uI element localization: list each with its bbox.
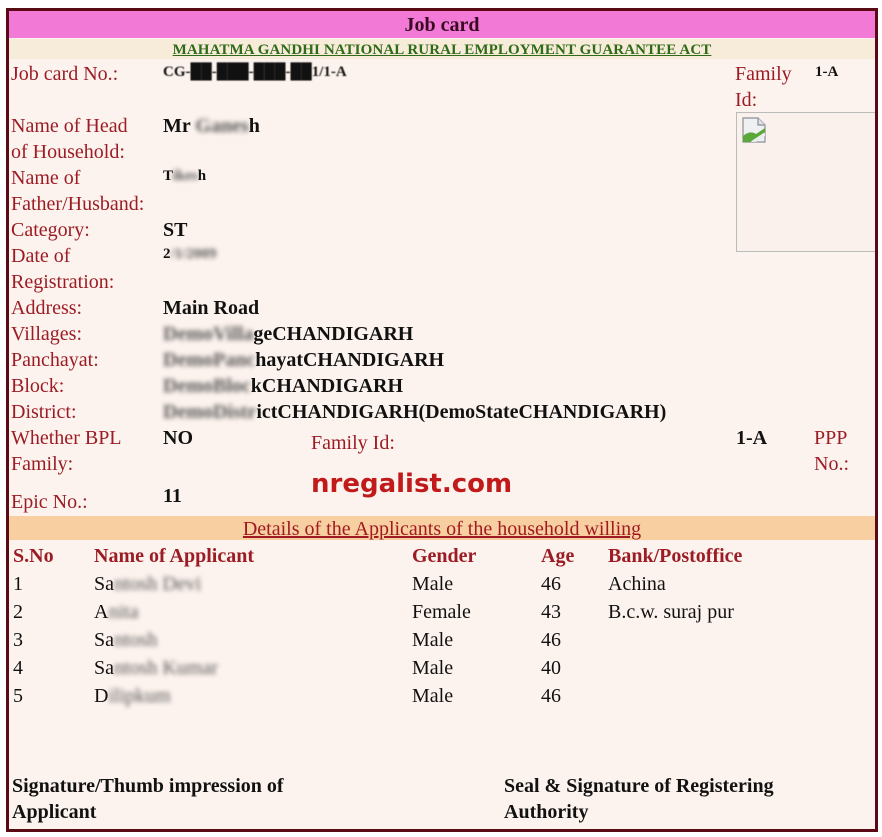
ppp-label-line2: No.: xyxy=(814,453,849,475)
applicant-signature-line2: Applicant xyxy=(12,801,97,823)
row-sno: 3 xyxy=(13,629,23,651)
block-label: Block: xyxy=(11,375,65,397)
date-value-redacted: /1/2009 xyxy=(170,246,217,262)
panchayat-label: Panchayat: xyxy=(11,349,99,371)
name-redacted: ntosh Devi xyxy=(114,573,202,595)
father-label-line1: Name of xyxy=(11,167,81,189)
column-header-sno: S.No xyxy=(13,545,54,567)
villages-value-redacted: DemoVilla xyxy=(163,323,254,345)
job-card-no-text: CG-██-███-███-██1/1-A xyxy=(163,64,347,80)
father-husband-value xyxy=(163,163,206,189)
authority-signature-label xyxy=(504,773,774,825)
row-age: 43 xyxy=(541,601,561,623)
block-value xyxy=(163,373,403,399)
date-of-registration-label xyxy=(11,243,114,295)
address-value: Main Road xyxy=(163,297,260,319)
date-of-registration-value xyxy=(163,241,216,267)
column-header-gender: Gender xyxy=(412,545,477,567)
row-sno: 5 xyxy=(13,685,23,707)
head-label-line1: Name of Head xyxy=(11,115,128,137)
act-subtitle-link[interactable]: MAHATMA GANDHI NATIONAL RURAL EMPLOYMENT GUARANTEE ACT xyxy=(9,39,875,59)
family-id-top-label xyxy=(735,61,792,113)
name-prefix: A xyxy=(94,601,109,623)
name-prefix: Sa xyxy=(94,573,114,595)
row-bank: B.c.w. suraj pur xyxy=(608,601,734,623)
villages-value-suffix: geCHANDIGARH xyxy=(253,323,414,345)
panchayat-value xyxy=(163,347,444,373)
head-of-household-label xyxy=(11,113,128,165)
father-value-suffix: h xyxy=(197,168,207,184)
watermark-text: nregalist.com xyxy=(311,469,513,499)
name-redacted: nita xyxy=(108,601,139,623)
authority-signature-line2: Authority xyxy=(504,801,589,823)
category-value: ST xyxy=(163,219,188,241)
applicant-signature-label xyxy=(12,773,284,825)
row-gender: Male xyxy=(412,685,454,707)
row-bank: Achina xyxy=(608,573,666,595)
job-card xyxy=(6,8,878,832)
row-gender: Female xyxy=(412,601,471,623)
block-value-suffix: kCHANDIGARH xyxy=(250,375,404,397)
family-id-mid-value: 1-A xyxy=(736,427,768,449)
district-label: District: xyxy=(11,401,77,423)
column-header-name: Name of Applicant xyxy=(94,545,254,567)
family-id-top-value: 1-A xyxy=(815,64,839,80)
epic-no-label: Epic No.: xyxy=(11,491,88,513)
row-gender: Male xyxy=(412,657,454,679)
epic-no-value: 11 xyxy=(163,485,182,507)
row-name xyxy=(94,627,157,653)
row-age: 46 xyxy=(541,573,561,595)
row-sno: 2 xyxy=(13,601,23,623)
applicants-section-title[interactable]: Details of the Applicants of the household willing xyxy=(9,516,875,540)
family-id-top-label-line2: Id: xyxy=(735,89,758,111)
page-title: Job card xyxy=(9,11,875,38)
column-header-bank: Bank/Postoffice xyxy=(608,545,743,567)
family-id-top-label-line1: Family xyxy=(735,63,792,85)
broken-image-icon xyxy=(740,116,768,144)
head-value-suffix: h xyxy=(248,115,260,137)
bpl-label-line1: Whether BPL xyxy=(11,427,122,449)
applicant-signature-line1: Signature/Thumb impression of xyxy=(12,775,284,797)
authority-signature-line1: Seal & Signature of Registering xyxy=(504,775,774,797)
date-label-line2: Registration: xyxy=(11,271,115,293)
ppp-label-line1: PPP xyxy=(814,427,848,449)
row-name xyxy=(94,571,201,597)
head-value-prefix: Mr xyxy=(163,115,196,137)
bpl-label-line2: Family: xyxy=(11,453,74,475)
job-card-no-value xyxy=(163,59,347,85)
father-value-redacted: ikes xyxy=(172,168,198,184)
district-value-suffix: ictCHANDIGARH(DemoStateCHANDIGARH) xyxy=(256,401,667,423)
row-sno: 4 xyxy=(13,657,23,679)
applicant-photo xyxy=(736,112,875,252)
date-label-line1: Date of xyxy=(11,245,71,267)
head-value-redacted: Ganes xyxy=(195,115,249,137)
column-header-age: Age xyxy=(541,545,575,567)
row-name xyxy=(94,599,138,625)
category-label: Category: xyxy=(11,219,90,241)
villages-value xyxy=(163,321,413,347)
address-label: Address: xyxy=(11,297,83,319)
district-value-redacted: DemoDistr xyxy=(163,401,257,423)
date-value-prefix: 2 xyxy=(163,246,171,262)
name-redacted: ilipkum xyxy=(108,685,171,707)
head-label-line2: of Household: xyxy=(11,141,125,163)
row-name xyxy=(94,655,218,681)
name-redacted: ntosh xyxy=(114,629,158,651)
name-prefix: Sa xyxy=(94,629,114,651)
row-age: 46 xyxy=(541,685,561,707)
name-redacted: ntosh Kumar xyxy=(114,657,218,679)
name-prefix: Sa xyxy=(94,657,114,679)
father-value-prefix: T xyxy=(163,168,173,184)
row-gender: Male xyxy=(412,629,454,651)
district-value xyxy=(163,399,666,425)
block-value-redacted: DemoBloc xyxy=(163,375,251,397)
villages-label: Villages: xyxy=(11,323,83,345)
row-age: 40 xyxy=(541,657,561,679)
panchayat-value-redacted: DemoPanc xyxy=(163,349,256,371)
name-prefix: D xyxy=(94,685,109,707)
father-label-line2: Father/Husband: xyxy=(11,193,145,215)
row-gender: Male xyxy=(412,573,454,595)
row-name xyxy=(94,683,171,709)
family-id-mid-label: Family Id: xyxy=(311,432,395,454)
head-of-household-value xyxy=(163,113,260,139)
job-card-no-label: Job card No.: xyxy=(11,63,119,85)
father-husband-label xyxy=(11,165,144,217)
bpl-family-label xyxy=(11,425,122,477)
panchayat-value-suffix: hayatCHANDIGARH xyxy=(255,349,445,371)
bpl-family-value: NO xyxy=(163,427,193,449)
ppp-no-label xyxy=(814,425,849,477)
row-sno: 1 xyxy=(13,573,23,595)
row-age: 46 xyxy=(541,629,561,651)
